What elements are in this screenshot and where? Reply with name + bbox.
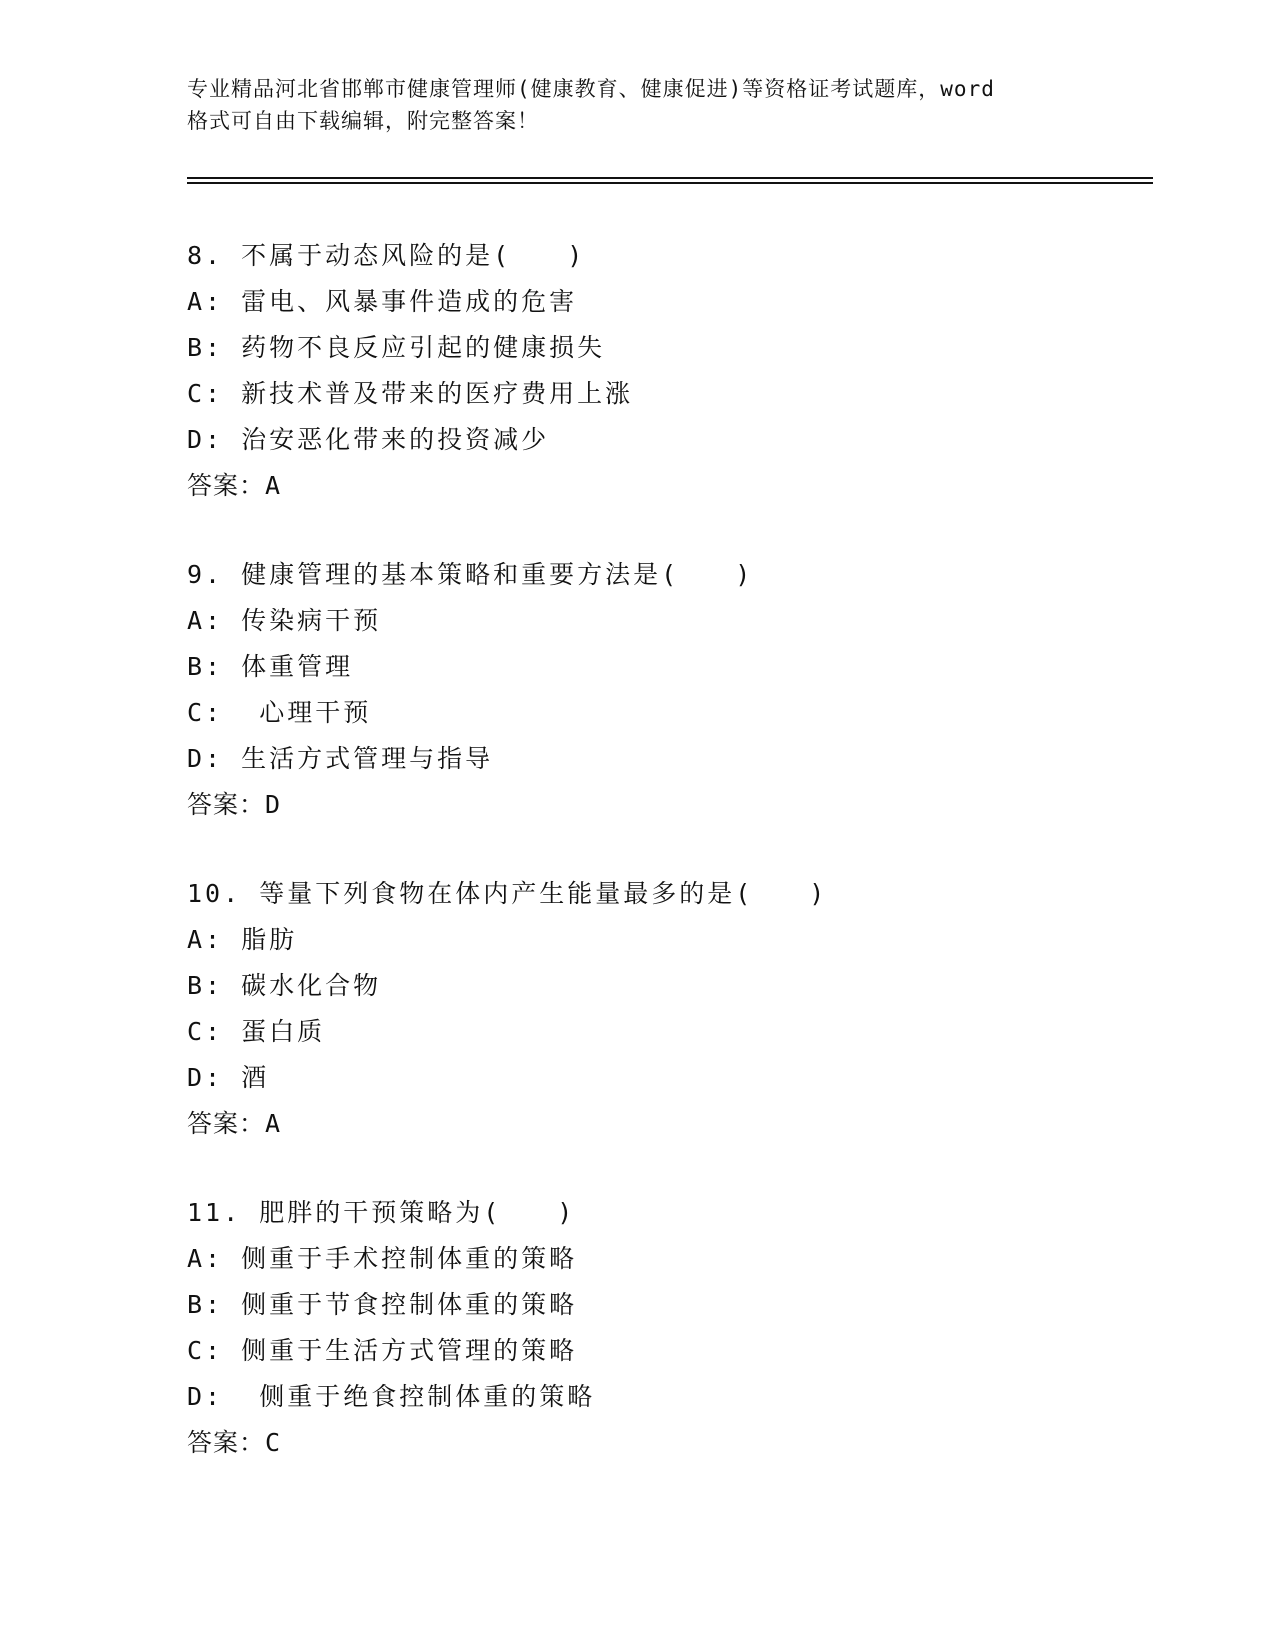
option-a: A: 传染病干预 [187, 606, 382, 635]
header-divider-top [187, 177, 1153, 179]
answer-line [187, 463, 1147, 509]
answer-line [187, 782, 1147, 828]
option-b: B: 碳水化合物 [187, 971, 382, 1000]
header-line-1: 专业精品河北省邯郸市健康管理师(健康教育、健康促进)等资格证考试题库，word [187, 77, 995, 101]
answer-value: A [265, 1109, 282, 1138]
answer-value: C [265, 1428, 282, 1457]
answer-line [187, 1101, 1147, 1147]
answer-label: 答案： [187, 471, 266, 500]
option-c: C: 心理干预 [187, 698, 372, 727]
document-header [187, 73, 1087, 137]
option-d: D: 酒 [187, 1063, 270, 1092]
answer-label: 答案： [187, 1109, 266, 1138]
option-b: B: 侧重于节食控制体重的策略 [187, 1290, 578, 1319]
answer-value: D [265, 790, 282, 819]
option-a: A: 脂肪 [187, 925, 298, 954]
option-d: D: 治安恶化带来的投资减少 [187, 425, 550, 454]
option-b: B: 药物不良反应引起的健康损失 [187, 333, 606, 362]
option-b: B: 体重管理 [187, 652, 354, 681]
question-stem: 8. 不属于动态风险的是( ) [187, 241, 586, 270]
question-11 [187, 1190, 1147, 1466]
question-8 [187, 233, 1147, 509]
option-a: A: 雷电、风暴事件造成的危害 [187, 287, 578, 316]
option-c: C: 蛋白质 [187, 1017, 326, 1046]
option-d: D: 侧重于绝食控制体重的策略 [187, 1382, 596, 1411]
question-stem: 11. 肥胖的干预策略为( ) [187, 1198, 576, 1227]
answer-value: A [265, 471, 282, 500]
question-9 [187, 552, 1147, 828]
header-divider-bottom [187, 182, 1153, 184]
question-stem: 10. 等量下列食物在体内产生能量最多的是( ) [187, 879, 828, 908]
option-a: A: 侧重于手术控制体重的策略 [187, 1244, 578, 1273]
question-stem: 9. 健康管理的基本策略和重要方法是( ) [187, 560, 754, 589]
answer-line [187, 1420, 1147, 1466]
answer-label: 答案： [187, 1428, 266, 1457]
header-line-2: 格式可自由下载编辑，附完整答案！ [187, 109, 539, 133]
option-c: C: 侧重于生活方式管理的策略 [187, 1336, 578, 1365]
answer-label: 答案： [187, 790, 266, 819]
option-c: C: 新技术普及带来的医疗费用上涨 [187, 379, 634, 408]
question-10 [187, 871, 1147, 1147]
option-d: D: 生活方式管理与指导 [187, 744, 494, 773]
